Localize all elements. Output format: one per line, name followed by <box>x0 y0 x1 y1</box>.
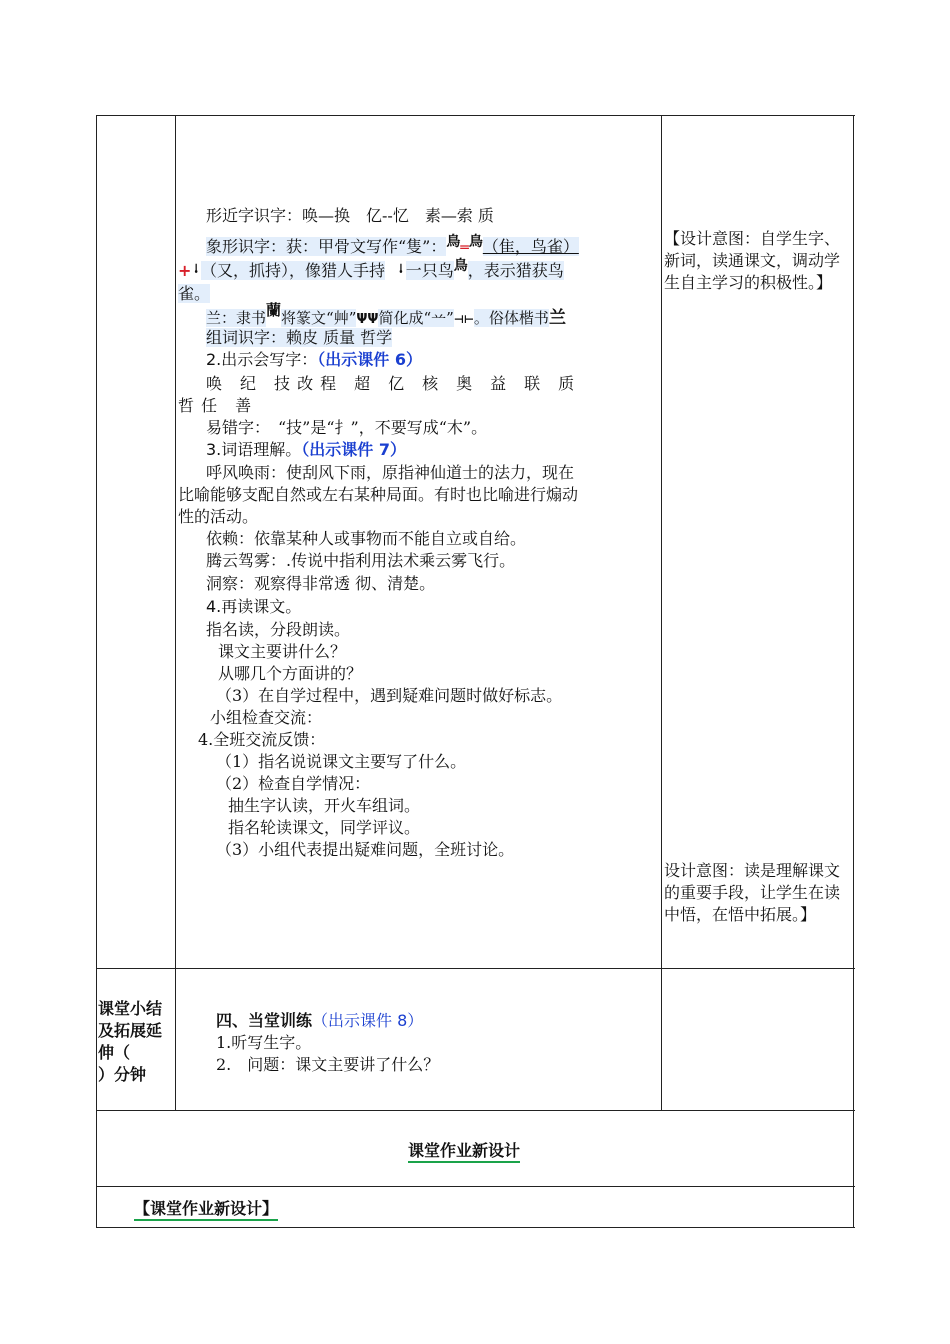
hufeng-line-3: 性的活动。 <box>178 507 259 526</box>
su-lan-glyph: 兰 <box>548 308 566 328</box>
table-right-border <box>853 115 854 1227</box>
lan-text-a: 兰：隶书 <box>206 309 267 327</box>
lan-text-c: 简化成“䒑” <box>378 309 454 327</box>
simplified-mark-glyph: ⊣⊢ <box>453 313 474 326</box>
dongcha-line: 洞察：观察得非常透 彻、清楚。 <box>206 574 436 593</box>
insert-mark-icon: + <box>178 261 192 280</box>
courseware-8-note: （出示课件 8） <box>312 1011 424 1030</box>
design-note-2: 设计意图：读是理解课文的重要手段，让学生在读中悟，在悟中拓展。】 <box>664 861 841 924</box>
hufeng-line-1: 呼风唤雨：使刮风下雨，原指神仙道士的法力，现在 <box>206 463 575 482</box>
lishu-lan-glyph: 蘭 <box>266 301 282 319</box>
summary-label-line-4: ）分钟 <box>98 1065 147 1084</box>
column-divider-1 <box>175 115 176 1110</box>
design-note-1: 【设计意图：自学生字、新词，读通课文，调动学生自主学习的积极性。】 <box>664 229 841 292</box>
tengyun-line: 腾云驾雾：.传说中指利用法术乘云雾飞行。 <box>206 551 516 570</box>
oracle-bird-glyph: 鳥 <box>446 234 461 250</box>
huixie-chars-1: 唤 纪 技 改 程 超 亿 核 奥 益 联 质 <box>206 374 576 393</box>
yizhiniao-text: 一只鸟 <box>405 261 454 280</box>
lesson-content-cell <box>178 115 660 968</box>
training-heading-text: 四、当堂训练 <box>216 1011 313 1030</box>
lan-text-d: 。俗体楷书 <box>473 309 549 327</box>
hufeng-line-2: 比喻能够支配自然或左右某种局面。有时也比喻进行煽动 <box>178 485 579 504</box>
homework-title-text: 课堂作业新设计 <box>408 1141 520 1163</box>
row-divider-3 <box>96 1186 855 1187</box>
homework-subtitle <box>134 1198 278 1220</box>
training-heading <box>216 1010 423 1032</box>
row-divider-1 <box>96 968 855 969</box>
zaidu-line: 4.再读课文。 <box>206 597 302 616</box>
courseware-6-note: （出示课件 6） <box>317 350 422 369</box>
column-divider-2 <box>661 115 662 1110</box>
summary-label-line-2: 及拓展延 <box>98 1021 163 1040</box>
feedback-2: （2）检查自学情况： <box>216 774 371 793</box>
ciyu-label: 3.词语理解。 <box>206 440 302 459</box>
xingjin-line: 形近字识字：唤—换 亿--忆 素—索 质 <box>206 206 494 225</box>
table-bottom-border <box>96 1227 855 1228</box>
courseware-7-note: （出示课件 7） <box>301 440 406 459</box>
zhiming-line: 指名读，分段朗读。 <box>206 620 351 639</box>
huixie-line <box>206 349 422 371</box>
que-text: 雀。 <box>178 284 211 303</box>
bird-glyph: 鳥 <box>453 258 468 274</box>
question-2: 从哪几个方面讲的？ <box>218 664 363 683</box>
xiangxing-line-2 <box>178 260 564 283</box>
huixie-label: 2.出示会写字： <box>206 350 318 369</box>
table-left-border <box>96 115 97 1227</box>
quanban-line: 4.全班交流反馈： <box>198 730 326 749</box>
ciyu-line <box>206 439 406 461</box>
you-note: （又，抓持），像猎人手持 <box>201 261 386 280</box>
oracle-hand-glyph: ᛍ <box>191 261 202 280</box>
question-1: 课文主要讲什么？ <box>218 642 347 661</box>
feedback-2a: 抽生字认读，开火车组词。 <box>228 796 421 815</box>
xiangxing-text: 象形识字：获：甲骨文写作“隻”： <box>206 237 447 256</box>
zhui-note: （隹，鸟雀） <box>482 237 579 256</box>
feedback-1: （1）指名说说课文主要写了什么。 <box>216 752 467 771</box>
oracle-bird-glyph-2: 鳥 <box>468 234 483 250</box>
training-item-2: 2. 问题：课文主要讲了什么？ <box>216 1055 440 1074</box>
summary-label <box>98 998 174 1086</box>
liehuo-text: ，表示猎获鸟 <box>467 261 564 280</box>
feedback-2b: 指名轮读课文，同学评议。 <box>228 818 421 837</box>
lan-text-b: 将篆文“艸” <box>281 309 357 327</box>
summary-label-line-1: 课堂小结 <box>98 999 163 1018</box>
xiaozu-line: 小组检查交流： <box>210 708 323 727</box>
xiangxing-line <box>206 236 579 259</box>
que-line <box>178 283 210 305</box>
yilai-line: 依赖：依靠某种人或事物而不能自立或自给。 <box>206 529 527 548</box>
hand-glyph: ᛍ <box>396 261 406 280</box>
question-3: （3）在自学过程中，遇到疑难问题时做好标志。 <box>216 686 563 705</box>
huixie-chars-2: 哲 任 善 <box>178 396 253 415</box>
zuci-text: 组词识字：赖皮 质量 哲学 <box>206 328 393 347</box>
training-item-1: 1.听写生字。 <box>216 1033 312 1052</box>
yicuo-line: 易错字： “技”是“扌”，不要写成“木”。 <box>206 418 488 437</box>
homework-subtitle-text: 【课堂作业新设计】 <box>134 1199 278 1221</box>
zhuan-cao-glyph: ΨΨ <box>356 312 379 327</box>
homework-title <box>408 1140 520 1162</box>
zuci-line <box>206 327 392 349</box>
change-mark-icon: ═ <box>460 240 469 256</box>
feedback-3: （3）小组代表提出疑难问题，全班讨论。 <box>216 840 515 859</box>
row-divider-2 <box>96 1110 855 1111</box>
summary-label-line-3: 伸（ <box>98 1043 131 1062</box>
